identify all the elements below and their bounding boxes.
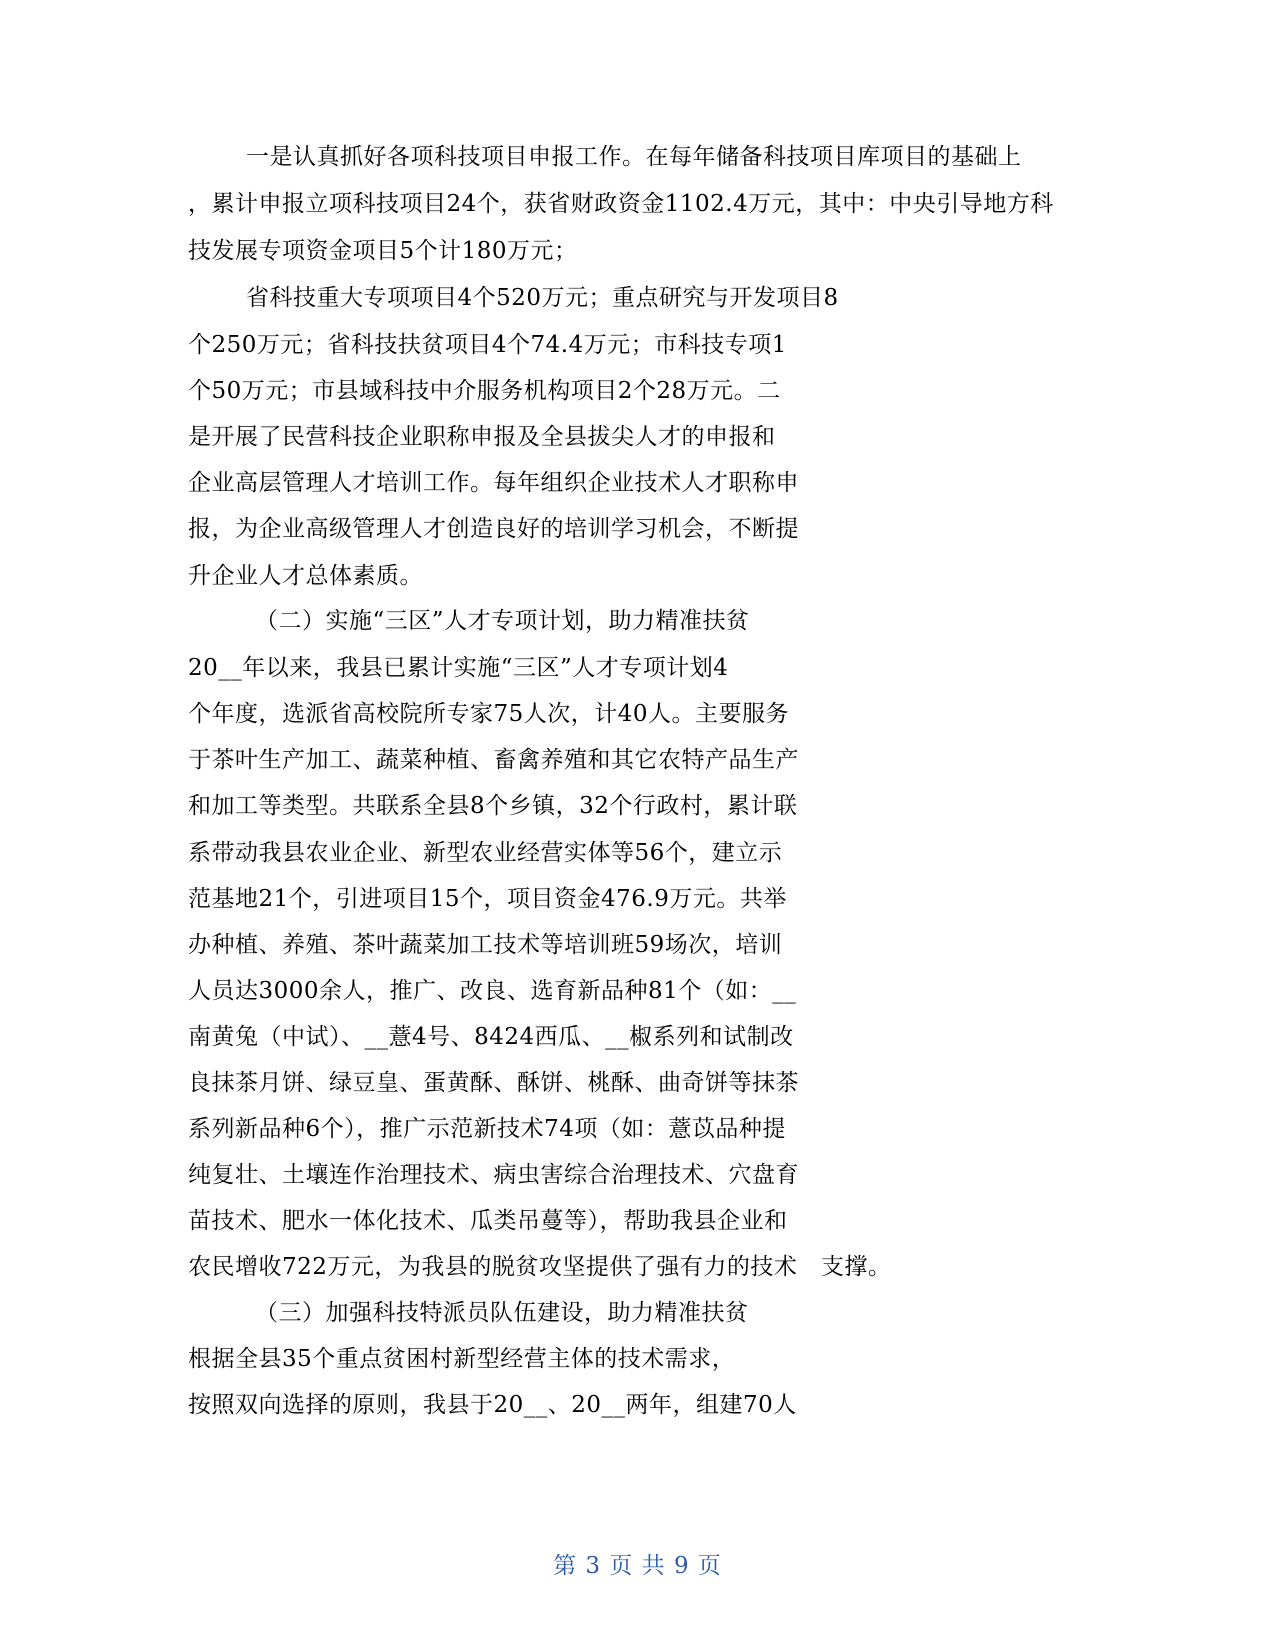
text-line: 个年度，选派省高校院所专家75人次，计40人。主要服务 <box>188 701 790 727</box>
page-number-footer: 第 3 页 共 9 页 <box>553 1553 722 1579</box>
text-line: 系带动我县农业企业、新型农业经营实体等56个，建立示 <box>188 840 783 866</box>
text-line: 根据全县35个重点贫困村新型经营主体的技术需求， <box>188 1346 736 1372</box>
text-line: 办种植、养殖、茶叶蔬菜加工技术等培训班59场次，培训 <box>188 932 783 958</box>
text-line: 省科技重大专项项目4个520万元；重点研究与开发项目8 <box>246 285 839 311</box>
text-line: 南黄兔（中试）、__薏4号、8424西瓜、__椒系列和试制改 <box>188 1024 794 1050</box>
text-line: 按照双向选择的原则，我县于20__、20__两年，组建70人 <box>188 1392 797 1418</box>
text-line: 升企业人才总体素质。 <box>188 563 423 589</box>
section-heading: （三）加强科技特派员队伍建设，助力精准扶贫 <box>255 1300 749 1326</box>
text-line: 技发展专项资金项目5个计180万元； <box>188 238 578 264</box>
text-line: 人员达3000余人，推广、改良、选育新品种81个（如：__ <box>188 978 797 1004</box>
text-line: 20__年以来，我县已累计实施“三区”人才专项计划4 <box>188 655 729 681</box>
text-line: 和加工等类型。共联系全县8个乡镇，32个行政村，累计联 <box>188 793 798 819</box>
text-line: 个50万元；市县域科技中介服务机构项目2个28万元。二 <box>188 378 781 404</box>
text-line: 个250万元；省科技扶贫项目4个74.4万元；市科技专项1 <box>188 332 787 358</box>
text-line: 农民增收722万元，为我县的脱贫攻坚提供了强有力的技术 支撑。 <box>188 1254 892 1280</box>
text-line: 报，为企业高级管理人才创造良好的培训学习机会，不断提 <box>188 516 799 542</box>
text-line: 苗技术、肥水一体化技术、瓜类吊蔓等），帮助我县企业和 <box>188 1208 788 1234</box>
text-line: 于茶叶生产加工、蔬菜种植、畜禽养殖和其它农特产品生产 <box>188 747 799 773</box>
text-line: 一是认真抓好各项科技项目申报工作。在每年储备科技项目库项目的基础上 <box>246 144 1022 170</box>
text-line: 范基地21个，引进项目15个，项目资金476.9万元。共举 <box>188 886 787 912</box>
section-heading: （二）实施“三区”人才专项计划，助力精准扶贫 <box>255 608 750 634</box>
text-line: 良抹茶月饼、绿豆皇、蛋黄酥、酥饼、桃酥、曲奇饼等抹茶 <box>188 1070 799 1096</box>
text-line: 纯复壮、土壤连作治理技术、病虫害综合治理技术、穴盘育 <box>188 1162 799 1188</box>
text-line: 企业高层管理人才培训工作。每年组织企业技术人才职称申 <box>188 470 799 496</box>
text-line: 是开展了民营科技企业职称申报及全县拔尖人才的申报和 <box>188 424 776 450</box>
text-line: 系列新品种6个），推广示范新技术74项（如：薏苡品种提 <box>188 1116 786 1142</box>
text-line: ，累计申报立项科技项目24个，获省财政资金1102.4万元，其中：中央引导地方科 <box>188 191 1054 217</box>
